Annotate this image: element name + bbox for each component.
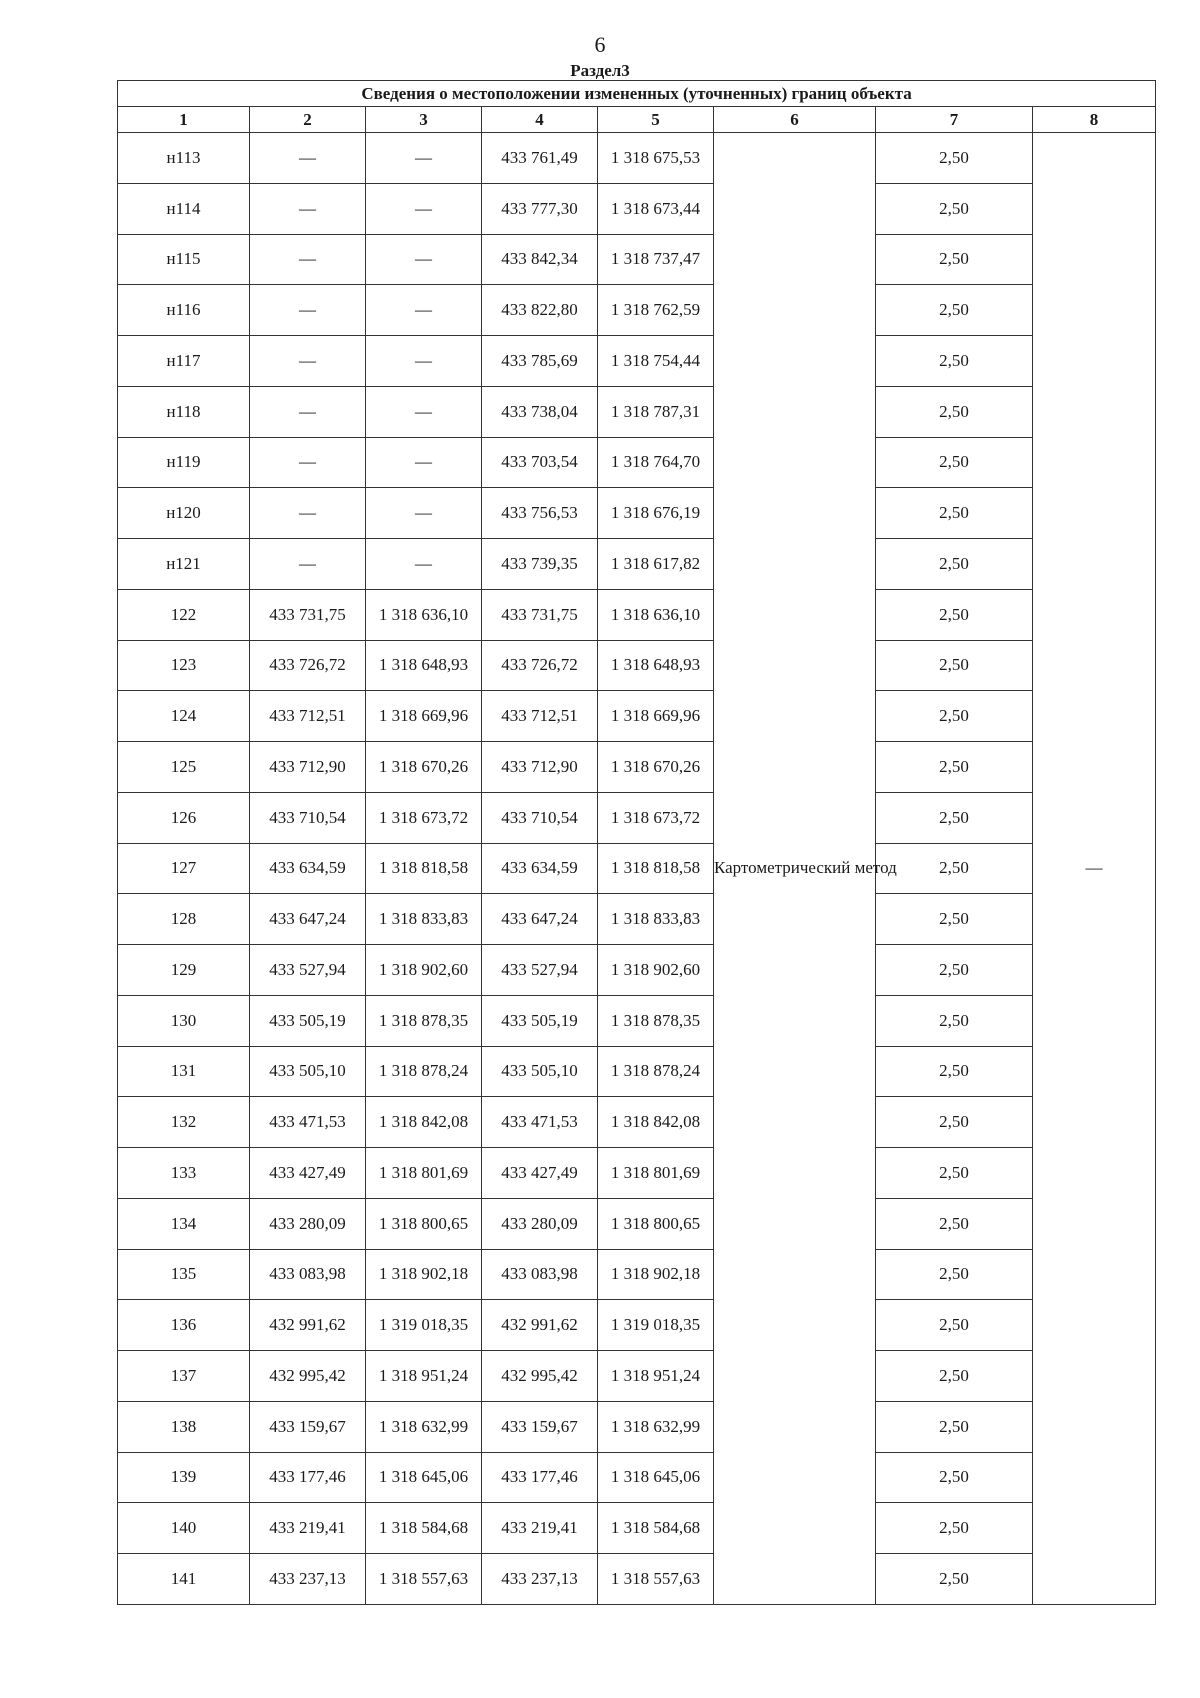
old-y-cell: — xyxy=(366,488,482,539)
point-number-cell: 124 xyxy=(118,691,250,742)
precision-cell: 2,50 xyxy=(876,1351,1033,1402)
new-y-cell: 1 318 584,68 xyxy=(598,1503,714,1554)
table-row xyxy=(118,1554,1156,1605)
precision-cell: 2,50 xyxy=(876,336,1033,387)
new-x-cell: 433 505,19 xyxy=(482,995,598,1046)
precision-cell: 2,50 xyxy=(876,1401,1033,1452)
old-x-cell: — xyxy=(250,539,366,590)
table-row xyxy=(118,1148,1156,1199)
old-y-cell: 1 318 902,60 xyxy=(366,945,482,996)
old-y-cell: — xyxy=(366,133,482,184)
point-number-cell: 131 xyxy=(118,1046,250,1097)
table-row xyxy=(118,488,1156,539)
precision-cell: 2,50 xyxy=(876,386,1033,437)
old-x-cell: 433 731,75 xyxy=(250,589,366,640)
column-header-6: 6 xyxy=(714,107,876,133)
point-number-cell: н120 xyxy=(118,488,250,539)
precision-cell: 2,50 xyxy=(876,285,1033,336)
point-number-cell: 127 xyxy=(118,843,250,894)
point-number-cell: 137 xyxy=(118,1351,250,1402)
precision-cell: 2,50 xyxy=(876,1300,1033,1351)
old-x-cell: 433 527,94 xyxy=(250,945,366,996)
new-x-cell: 433 739,35 xyxy=(482,539,598,590)
precision-cell: 2,50 xyxy=(876,1046,1033,1097)
new-x-cell: 433 822,80 xyxy=(482,285,598,336)
new-x-cell: 433 647,24 xyxy=(482,894,598,945)
new-x-cell: 433 731,75 xyxy=(482,589,598,640)
point-number-cell: 123 xyxy=(118,640,250,691)
method-cell: Картометрический метод xyxy=(714,133,876,1605)
table-row xyxy=(118,183,1156,234)
old-y-cell: 1 318 878,35 xyxy=(366,995,482,1046)
new-y-cell: 1 318 617,82 xyxy=(598,539,714,590)
new-x-cell: 433 761,49 xyxy=(482,133,598,184)
new-x-cell: 433 738,04 xyxy=(482,386,598,437)
new-x-cell: 433 219,41 xyxy=(482,1503,598,1554)
old-x-cell: 433 427,49 xyxy=(250,1148,366,1199)
precision-cell: 2,50 xyxy=(876,792,1033,843)
new-x-cell: 433 712,51 xyxy=(482,691,598,742)
old-y-cell: 1 318 673,72 xyxy=(366,792,482,843)
column-header-5: 5 xyxy=(598,107,714,133)
table-row xyxy=(118,1351,1156,1402)
old-y-cell: 1 318 669,96 xyxy=(366,691,482,742)
old-x-cell: 433 159,67 xyxy=(250,1401,366,1452)
old-x-cell: 433 177,46 xyxy=(250,1452,366,1503)
table-row xyxy=(118,336,1156,387)
new-x-cell: 432 991,62 xyxy=(482,1300,598,1351)
boundary-coordinates-table xyxy=(117,80,1156,1605)
new-y-cell: 1 318 670,26 xyxy=(598,742,714,793)
point-number-cell: 136 xyxy=(118,1300,250,1351)
table-row xyxy=(118,133,1156,184)
column-header-1: 1 xyxy=(118,107,250,133)
precision-cell: 2,50 xyxy=(876,843,1033,894)
new-x-cell: 433 842,34 xyxy=(482,234,598,285)
point-number-cell: 140 xyxy=(118,1503,250,1554)
precision-cell: 2,50 xyxy=(876,691,1033,742)
precision-cell: 2,50 xyxy=(876,183,1033,234)
new-y-cell: 1 318 636,10 xyxy=(598,589,714,640)
table-body xyxy=(118,133,1156,1605)
table-row xyxy=(118,742,1156,793)
new-y-cell: 1 318 801,69 xyxy=(598,1148,714,1199)
table-row xyxy=(118,843,1156,894)
new-y-cell: 1 318 878,24 xyxy=(598,1046,714,1097)
column-header-8: 8 xyxy=(1033,107,1156,133)
precision-cell: 2,50 xyxy=(876,1148,1033,1199)
table-row xyxy=(118,945,1156,996)
column-header-4: 4 xyxy=(482,107,598,133)
old-y-cell: 1 318 800,65 xyxy=(366,1198,482,1249)
precision-cell: 2,50 xyxy=(876,1503,1033,1554)
point-number-cell: 122 xyxy=(118,589,250,640)
old-x-cell: 433 634,59 xyxy=(250,843,366,894)
new-y-cell: 1 318 833,83 xyxy=(598,894,714,945)
old-x-cell: — xyxy=(250,336,366,387)
table-row xyxy=(118,1097,1156,1148)
new-y-cell: 1 318 764,70 xyxy=(598,437,714,488)
new-x-cell: 433 177,46 xyxy=(482,1452,598,1503)
new-y-cell: 1 318 951,24 xyxy=(598,1351,714,1402)
old-x-cell: 433 505,19 xyxy=(250,995,366,1046)
new-x-cell: 433 777,30 xyxy=(482,183,598,234)
point-number-cell: н113 xyxy=(118,133,250,184)
new-y-cell: 1 318 787,31 xyxy=(598,386,714,437)
column-header-2: 2 xyxy=(250,107,366,133)
table-caption: Сведения о местоположении измененных (уточненных) границ объекта xyxy=(118,81,1156,107)
old-y-cell: — xyxy=(366,336,482,387)
old-y-cell: 1 318 636,10 xyxy=(366,589,482,640)
new-x-cell: 433 237,13 xyxy=(482,1554,598,1605)
point-number-cell: 135 xyxy=(118,1249,250,1300)
new-y-cell: 1 318 878,35 xyxy=(598,995,714,1046)
new-x-cell: 433 505,10 xyxy=(482,1046,598,1097)
new-x-cell: 433 726,72 xyxy=(482,640,598,691)
table-row xyxy=(118,995,1156,1046)
new-y-cell: 1 318 754,44 xyxy=(598,336,714,387)
column8-cell: — xyxy=(1033,133,1156,1605)
table-row xyxy=(118,539,1156,590)
old-x-cell: 433 505,10 xyxy=(250,1046,366,1097)
point-number-cell: 138 xyxy=(118,1401,250,1452)
old-y-cell: 1 318 632,99 xyxy=(366,1401,482,1452)
table-row xyxy=(118,234,1156,285)
table-row xyxy=(118,1401,1156,1452)
point-number-cell: н117 xyxy=(118,336,250,387)
point-number-cell: 139 xyxy=(118,1452,250,1503)
old-y-cell: 1 318 878,24 xyxy=(366,1046,482,1097)
column-header-3: 3 xyxy=(366,107,482,133)
table-row xyxy=(118,1452,1156,1503)
old-y-cell: 1 318 584,68 xyxy=(366,1503,482,1554)
precision-cell: 2,50 xyxy=(876,589,1033,640)
old-x-cell: 432 995,42 xyxy=(250,1351,366,1402)
new-y-cell: 1 318 557,63 xyxy=(598,1554,714,1605)
new-x-cell: 433 756,53 xyxy=(482,488,598,539)
old-y-cell: 1 318 801,69 xyxy=(366,1148,482,1199)
point-number-cell: н118 xyxy=(118,386,250,437)
precision-cell: 2,50 xyxy=(876,945,1033,996)
old-y-cell: 1 318 645,06 xyxy=(366,1452,482,1503)
precision-cell: 2,50 xyxy=(876,894,1033,945)
old-x-cell: — xyxy=(250,386,366,437)
old-y-cell: — xyxy=(366,285,482,336)
new-y-cell: 1 318 818,58 xyxy=(598,843,714,894)
new-x-cell: 433 703,54 xyxy=(482,437,598,488)
old-y-cell: 1 318 818,58 xyxy=(366,843,482,894)
point-number-cell: 125 xyxy=(118,742,250,793)
new-y-cell: 1 318 675,53 xyxy=(598,133,714,184)
column-header-7: 7 xyxy=(876,107,1033,133)
precision-cell: 2,50 xyxy=(876,1249,1033,1300)
new-y-cell: 1 318 800,65 xyxy=(598,1198,714,1249)
precision-cell: 2,50 xyxy=(876,640,1033,691)
precision-cell: 2,50 xyxy=(876,437,1033,488)
old-x-cell: 433 726,72 xyxy=(250,640,366,691)
table-row xyxy=(118,792,1156,843)
point-number-cell: 129 xyxy=(118,945,250,996)
old-x-cell: 433 647,24 xyxy=(250,894,366,945)
point-number-cell: 141 xyxy=(118,1554,250,1605)
table-row xyxy=(118,640,1156,691)
new-x-cell: 432 995,42 xyxy=(482,1351,598,1402)
new-y-cell: 1 318 669,96 xyxy=(598,691,714,742)
point-number-cell: н116 xyxy=(118,285,250,336)
table-row xyxy=(118,589,1156,640)
new-y-cell: 1 319 018,35 xyxy=(598,1300,714,1351)
point-number-cell: н119 xyxy=(118,437,250,488)
old-x-cell: — xyxy=(250,234,366,285)
point-number-cell: 128 xyxy=(118,894,250,945)
precision-cell: 2,50 xyxy=(876,234,1033,285)
new-y-cell: 1 318 902,18 xyxy=(598,1249,714,1300)
table-row xyxy=(118,1249,1156,1300)
old-y-cell: 1 319 018,35 xyxy=(366,1300,482,1351)
old-x-cell: 433 712,90 xyxy=(250,742,366,793)
old-x-cell: 433 712,51 xyxy=(250,691,366,742)
old-y-cell: 1 318 902,18 xyxy=(366,1249,482,1300)
point-number-cell: 130 xyxy=(118,995,250,1046)
point-number-cell: н115 xyxy=(118,234,250,285)
new-y-cell: 1 318 673,44 xyxy=(598,183,714,234)
section-title: Раздел3 xyxy=(570,61,630,80)
precision-cell: 2,50 xyxy=(876,995,1033,1046)
new-x-cell: 433 712,90 xyxy=(482,742,598,793)
precision-cell: 2,50 xyxy=(876,1554,1033,1605)
point-number-cell: 134 xyxy=(118,1198,250,1249)
precision-cell: 2,50 xyxy=(876,488,1033,539)
table-row xyxy=(118,437,1156,488)
new-x-cell: 433 785,69 xyxy=(482,336,598,387)
old-x-cell: 433 237,13 xyxy=(250,1554,366,1605)
old-x-cell: — xyxy=(250,133,366,184)
old-y-cell: 1 318 833,83 xyxy=(366,894,482,945)
new-y-cell: 1 318 762,59 xyxy=(598,285,714,336)
point-number-cell: н121 xyxy=(118,539,250,590)
new-y-cell: 1 318 648,93 xyxy=(598,640,714,691)
new-x-cell: 433 159,67 xyxy=(482,1401,598,1452)
old-x-cell: 432 991,62 xyxy=(250,1300,366,1351)
old-x-cell: — xyxy=(250,183,366,234)
new-x-cell: 433 527,94 xyxy=(482,945,598,996)
table-row xyxy=(118,1300,1156,1351)
new-y-cell: 1 318 673,72 xyxy=(598,792,714,843)
old-y-cell: 1 318 670,26 xyxy=(366,742,482,793)
precision-cell: 2,50 xyxy=(876,133,1033,184)
old-y-cell: 1 318 648,93 xyxy=(366,640,482,691)
table-row xyxy=(118,1198,1156,1249)
point-number-cell: 132 xyxy=(118,1097,250,1148)
precision-cell: 2,50 xyxy=(876,742,1033,793)
old-y-cell: — xyxy=(366,183,482,234)
new-x-cell: 433 427,49 xyxy=(482,1148,598,1199)
new-y-cell: 1 318 632,99 xyxy=(598,1401,714,1452)
old-y-cell: 1 318 951,24 xyxy=(366,1351,482,1402)
precision-cell: 2,50 xyxy=(876,1452,1033,1503)
precision-cell: 2,50 xyxy=(876,539,1033,590)
new-x-cell: 433 471,53 xyxy=(482,1097,598,1148)
table-row xyxy=(118,691,1156,742)
old-x-cell: 433 471,53 xyxy=(250,1097,366,1148)
old-x-cell: 433 219,41 xyxy=(250,1503,366,1554)
old-y-cell: — xyxy=(366,386,482,437)
new-y-cell: 1 318 737,47 xyxy=(598,234,714,285)
old-x-cell: 433 280,09 xyxy=(250,1198,366,1249)
old-x-cell: — xyxy=(250,437,366,488)
old-y-cell: — xyxy=(366,234,482,285)
table-row xyxy=(118,386,1156,437)
precision-cell: 2,50 xyxy=(876,1198,1033,1249)
new-x-cell: 433 280,09 xyxy=(482,1198,598,1249)
old-y-cell: — xyxy=(366,437,482,488)
old-y-cell: 1 318 842,08 xyxy=(366,1097,482,1148)
table-row xyxy=(118,894,1156,945)
point-number-cell: 126 xyxy=(118,792,250,843)
old-x-cell: — xyxy=(250,285,366,336)
precision-cell: 2,50 xyxy=(876,1097,1033,1148)
old-x-cell: 433 083,98 xyxy=(250,1249,366,1300)
new-y-cell: 1 318 645,06 xyxy=(598,1452,714,1503)
column-header-row xyxy=(118,107,1156,133)
old-x-cell: 433 710,54 xyxy=(250,792,366,843)
page-number: 6 xyxy=(594,32,606,57)
new-y-cell: 1 318 902,60 xyxy=(598,945,714,996)
new-y-cell: 1 318 676,19 xyxy=(598,488,714,539)
table-row xyxy=(118,1503,1156,1554)
point-number-cell: н114 xyxy=(118,183,250,234)
table-row xyxy=(118,1046,1156,1097)
new-x-cell: 433 710,54 xyxy=(482,792,598,843)
old-y-cell: — xyxy=(366,539,482,590)
old-y-cell: 1 318 557,63 xyxy=(366,1554,482,1605)
new-x-cell: 433 634,59 xyxy=(482,843,598,894)
point-number-cell: 133 xyxy=(118,1148,250,1199)
new-x-cell: 433 083,98 xyxy=(482,1249,598,1300)
table-row xyxy=(118,285,1156,336)
new-y-cell: 1 318 842,08 xyxy=(598,1097,714,1148)
old-x-cell: — xyxy=(250,488,366,539)
